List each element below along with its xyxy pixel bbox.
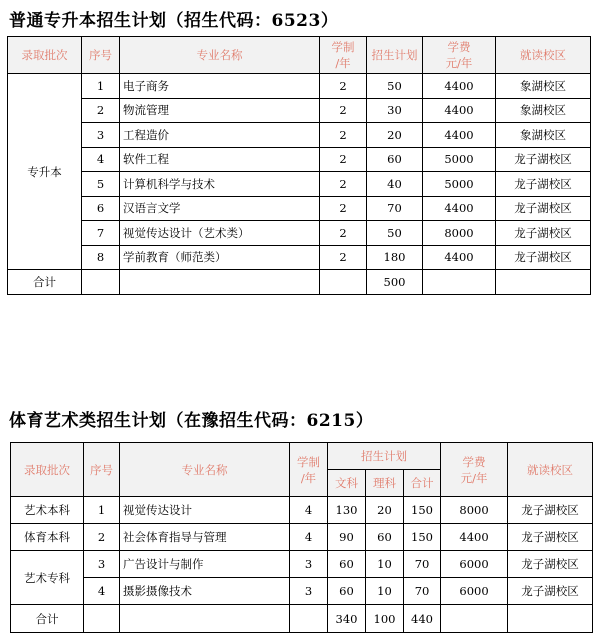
row-total: 70: [404, 551, 441, 578]
total-row: [11, 605, 593, 633]
row-fee: 4400: [423, 245, 496, 270]
row-plan: 30: [367, 98, 423, 123]
row-years: 2: [320, 196, 367, 221]
row-major: 物流管理: [120, 98, 320, 123]
header-major: 专业名称: [120, 37, 320, 74]
row-index: 5: [82, 172, 120, 197]
row-major: 软件工程: [120, 147, 320, 172]
empty-cell: [496, 270, 591, 295]
row-major: 工程造价: [120, 123, 320, 148]
header-index: 序号: [84, 443, 120, 497]
header-years: 学制 /年: [290, 443, 328, 497]
empty-cell: [508, 605, 593, 633]
section1-title: 普通专升本招生计划（招生代码：6523）: [9, 11, 339, 31]
row-campus: 龙子湖校区: [496, 147, 591, 172]
row-campus: 象湖校区: [496, 74, 591, 99]
section2-table: [10, 442, 593, 633]
row-major: 社会体育指导与管理: [120, 524, 290, 551]
row-wenke: 60: [328, 551, 366, 578]
row-fee: 4400: [423, 74, 496, 99]
section2-title: 体育艺术类招生计划（在豫招生代码：6215）: [9, 411, 374, 431]
row-like: 20: [366, 497, 404, 524]
row-wenke: 90: [328, 524, 366, 551]
table-row: [11, 497, 593, 524]
table-row: [8, 123, 591, 148]
row-years: 2: [320, 245, 367, 270]
row-campus: 龙子湖校区: [508, 578, 593, 605]
total-plan: 500: [367, 270, 423, 295]
row-major: 汉语言文学: [120, 196, 320, 221]
row-years: 2: [320, 172, 367, 197]
row-wenke: 130: [328, 497, 366, 524]
row-campus: 象湖校区: [496, 123, 591, 148]
row-total: 70: [404, 578, 441, 605]
total-row: [8, 270, 591, 295]
row-fee: 4400: [441, 524, 508, 551]
header-like: 理科: [366, 470, 404, 497]
row-batch: 艺术专科: [11, 551, 84, 605]
row-campus: 龙子湖校区: [496, 245, 591, 270]
empty-cell: [82, 270, 120, 295]
total-all: 440: [404, 605, 441, 633]
header-plan: 招生计划: [328, 443, 441, 470]
row-fee: 4400: [423, 98, 496, 123]
row-index: 8: [82, 245, 120, 270]
row-plan: 180: [367, 245, 423, 270]
header-major: 专业名称: [120, 443, 290, 497]
total-label: 合计: [11, 605, 84, 633]
row-campus: 龙子湖校区: [508, 524, 593, 551]
row-years: 2: [320, 98, 367, 123]
table-row: [8, 147, 591, 172]
row-major: 广告设计与制作: [120, 551, 290, 578]
row-total: 150: [404, 524, 441, 551]
row-campus: 龙子湖校区: [508, 551, 593, 578]
row-plan: 60: [367, 147, 423, 172]
row-years: 3: [290, 578, 328, 605]
row-years: 3: [290, 551, 328, 578]
row-years: 2: [320, 74, 367, 99]
row-major: 摄影摄像技术: [120, 578, 290, 605]
row-major: 视觉传达设计（艺术类）: [120, 221, 320, 246]
header-fee: 学费 元/年: [441, 443, 508, 497]
table-row: [11, 551, 593, 578]
row-campus: 龙子湖校区: [496, 196, 591, 221]
row-total: 150: [404, 497, 441, 524]
row-index: 2: [84, 524, 120, 551]
row-like: 10: [366, 551, 404, 578]
row-batch: 艺术本科: [11, 497, 84, 524]
row-years: 2: [320, 221, 367, 246]
header-index: 序号: [82, 37, 120, 74]
row-index: 3: [84, 551, 120, 578]
header-campus: 就读校区: [496, 37, 591, 74]
row-index: 4: [82, 147, 120, 172]
row-major: 学前教育（师范类）: [120, 245, 320, 270]
row-plan: 40: [367, 172, 423, 197]
total-wenke: 340: [328, 605, 366, 633]
row-fee: 4400: [423, 123, 496, 148]
row-fee: 6000: [441, 551, 508, 578]
empty-cell: [120, 605, 290, 633]
header-batch: 录取批次: [8, 37, 82, 74]
row-campus: 龙子湖校区: [496, 172, 591, 197]
row-index: 1: [84, 497, 120, 524]
row-index: 3: [82, 123, 120, 148]
row-batch: 体育本科: [11, 524, 84, 551]
table-row: [8, 221, 591, 246]
table-row: [11, 578, 593, 605]
section1-header-row: [8, 37, 591, 74]
table-row: [8, 196, 591, 221]
row-major: 视觉传达设计: [120, 497, 290, 524]
header-campus: 就读校区: [508, 443, 593, 497]
header-subtotal: 合计: [404, 470, 441, 497]
row-years: 4: [290, 524, 328, 551]
row-plan: 50: [367, 74, 423, 99]
empty-cell: [423, 270, 496, 295]
row-like: 60: [366, 524, 404, 551]
header-batch: 录取批次: [11, 443, 84, 497]
row-years: 2: [320, 123, 367, 148]
header-years: 学制 /年: [320, 37, 367, 74]
row-plan: 20: [367, 123, 423, 148]
header-plan: 招生计划: [367, 37, 423, 74]
row-major: 电子商务: [120, 74, 320, 99]
row-years: 2: [320, 147, 367, 172]
row-like: 10: [366, 578, 404, 605]
row-index: 7: [82, 221, 120, 246]
table-row: [8, 74, 591, 99]
row-major: 计算机科学与技术: [120, 172, 320, 197]
section1-table: [7, 36, 591, 295]
header-fee: 学费 元/年: [423, 37, 496, 74]
row-campus: 龙子湖校区: [508, 497, 593, 524]
row-years: 4: [290, 497, 328, 524]
total-label: 合计: [8, 270, 82, 295]
row-campus: 象湖校区: [496, 98, 591, 123]
row-fee: 8000: [441, 497, 508, 524]
row-fee: 4400: [423, 196, 496, 221]
total-like: 100: [366, 605, 404, 633]
empty-cell: [290, 605, 328, 633]
row-index: 2: [82, 98, 120, 123]
empty-cell: [320, 270, 367, 295]
row-fee: 6000: [441, 578, 508, 605]
batch-cell: 专升本: [8, 74, 82, 270]
section2-header-row: [11, 443, 593, 470]
row-plan: 70: [367, 196, 423, 221]
table-row: [8, 98, 591, 123]
row-plan: 50: [367, 221, 423, 246]
table-row: [8, 172, 591, 197]
empty-cell: [120, 270, 320, 295]
row-fee: 5000: [423, 147, 496, 172]
row-campus: 龙子湖校区: [496, 221, 591, 246]
row-wenke: 60: [328, 578, 366, 605]
header-wenke: 文科: [328, 470, 366, 497]
row-fee: 8000: [423, 221, 496, 246]
table-row: [11, 524, 593, 551]
table-row: [8, 245, 591, 270]
row-index: 1: [82, 74, 120, 99]
row-index: 4: [84, 578, 120, 605]
row-index: 6: [82, 196, 120, 221]
empty-cell: [84, 605, 120, 633]
row-fee: 5000: [423, 172, 496, 197]
empty-cell: [441, 605, 508, 633]
